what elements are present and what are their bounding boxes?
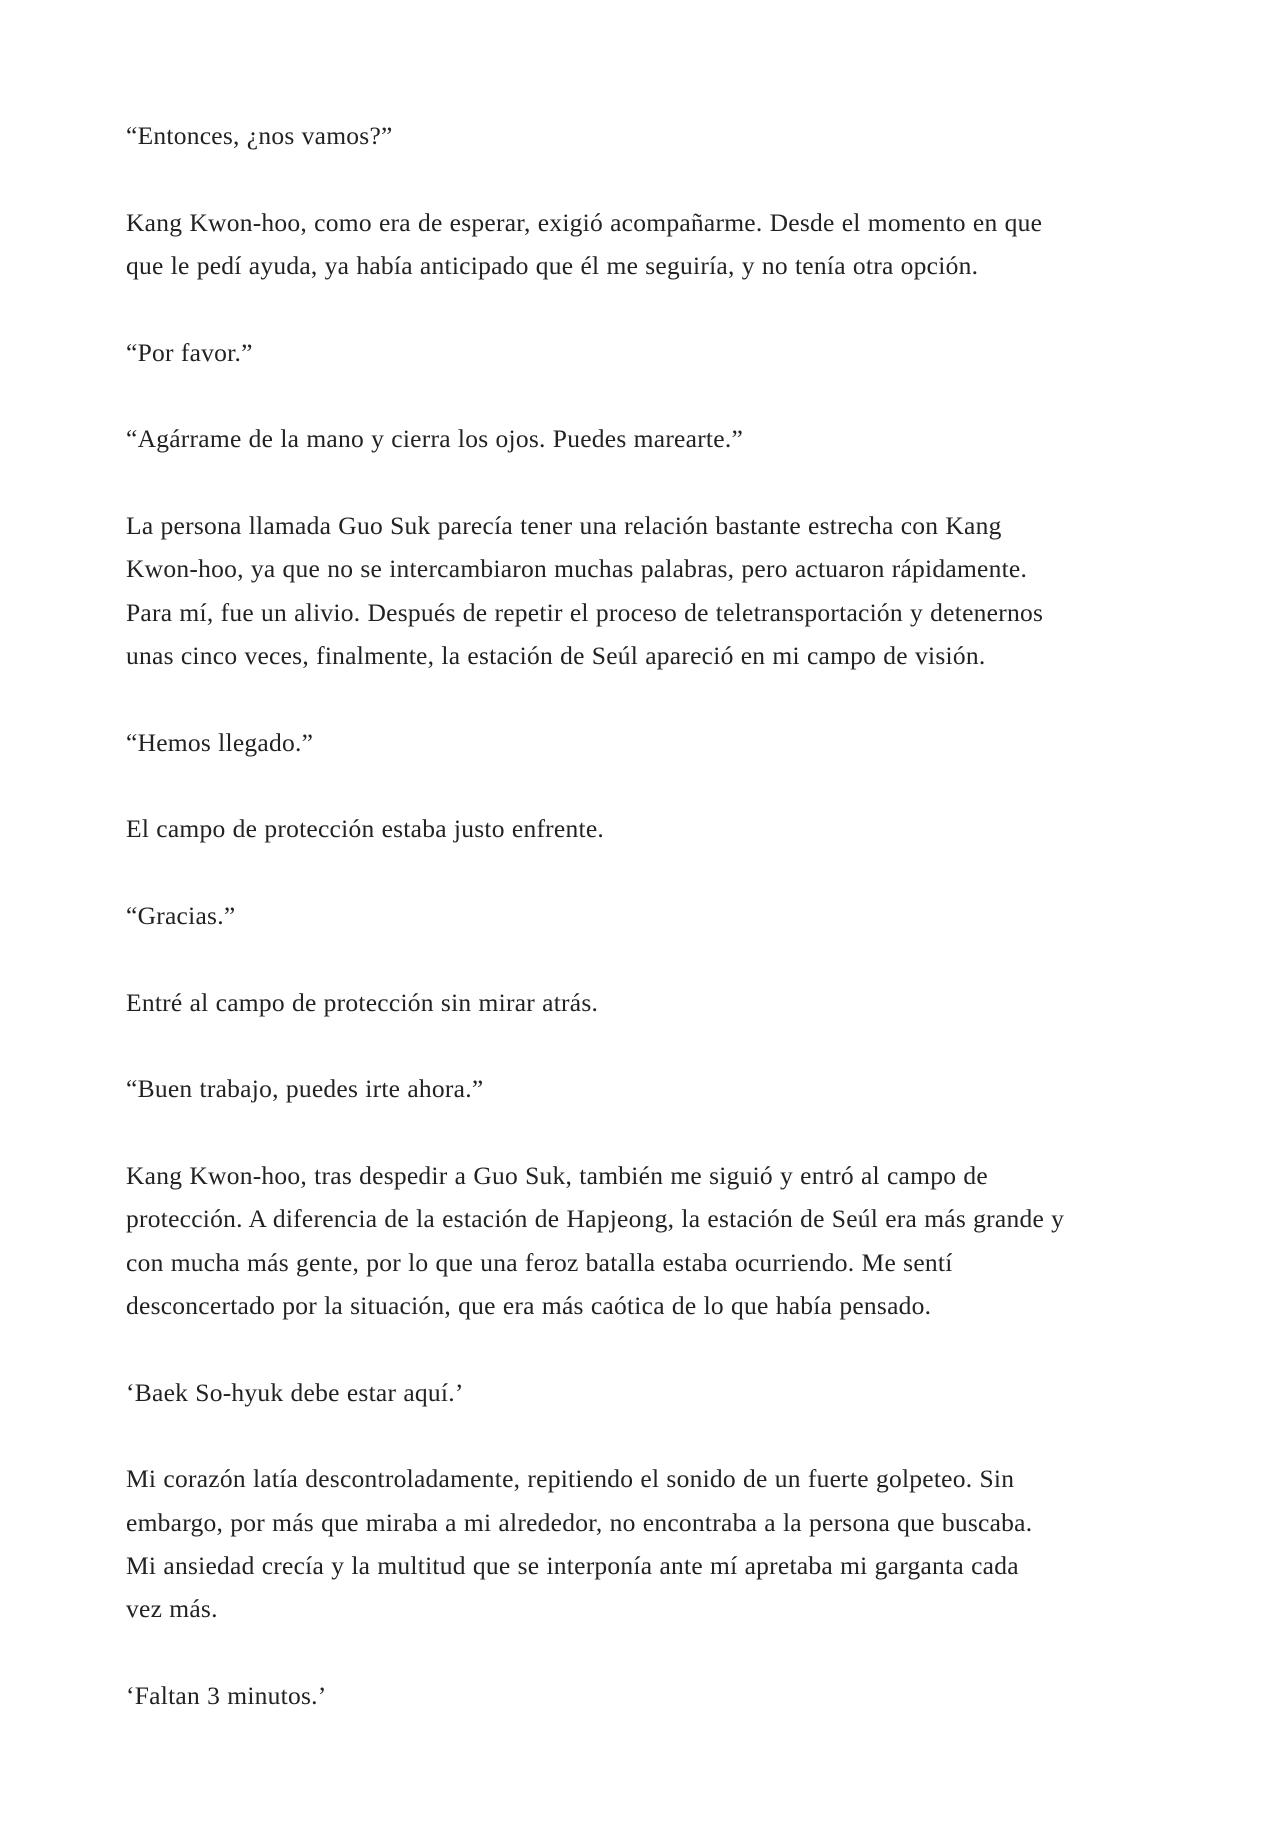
- text-line: “Buen trabajo, puedes irte ahora.”: [126, 1074, 484, 1104]
- text-line: ‘Faltan 3 minutos.’: [126, 1680, 327, 1710]
- text-line: Mi ansiedad crecía y la multitud que se interponía ante mí apretaba mi garganta cada: [126, 1550, 1019, 1580]
- dialogue-paragraph: [126, 331, 1226, 374]
- narration-paragraph: [126, 807, 1226, 850]
- text-line: ‘Baek So-hyuk debe estar aquí.’: [126, 1377, 464, 1407]
- narration-paragraph: [126, 1457, 1226, 1630]
- text-line: Kwon-hoo, ya que no se intercambiaron muchas palabras, pero actuaron rápidamente.: [126, 554, 1028, 584]
- text-line: Para mí, fue un alivio. Después de repetir el proceso de teletransportación y detenernos: [126, 597, 1044, 627]
- text-line: La persona llamada Guo Suk parecía tener una relación bastante estrecha con Kang: [126, 510, 1002, 540]
- narration-paragraph: [126, 1154, 1226, 1327]
- text-line: Mi corazón latía descontroladamente, repitiendo el sonido de un fuerte golpeteo. Sin: [126, 1464, 1015, 1494]
- text-line: “Entonces, ¿nos vamos?”: [126, 121, 393, 150]
- dialogue-paragraph: [126, 894, 1226, 937]
- narration-paragraph: [126, 981, 1226, 1024]
- thought-paragraph: [126, 1674, 1226, 1717]
- text-line: Kang Kwon-hoo, tras despedir a Guo Suk, también me siguió y entró al campo de: [126, 1160, 988, 1190]
- text-line: “Gracias.”: [126, 900, 236, 930]
- text-line: Entré al campo de protección sin mirar atrás.: [126, 987, 599, 1017]
- text-line: que le pedí ayuda, ya había anticipado que él me seguiría, y no tenía otra opción.: [126, 250, 979, 280]
- document-page: [126, 114, 1226, 1760]
- text-line: Kang Kwon-hoo, como era de esperar, exigió acompañarme. Desde el momento en que: [126, 207, 1043, 237]
- dialogue-paragraph: [126, 417, 1226, 460]
- text-line: “Hemos llegado.”: [126, 727, 314, 757]
- dialogue-paragraph: [126, 721, 1226, 764]
- text-line: desconcertado por la situación, que era más caótica de lo que había pensado.: [126, 1290, 932, 1320]
- narration-paragraph: [126, 504, 1226, 677]
- text-line: embargo, por más que miraba a mi alrededor, no encontraba a la persona que buscaba.: [126, 1507, 1033, 1537]
- text-line: unas cinco veces, finalmente, la estación de Seúl apareció en mi campo de visión.: [126, 640, 986, 670]
- text-line: El campo de protección estaba justo enfrente.: [126, 814, 605, 844]
- text-line: vez más.: [126, 1594, 218, 1624]
- narration-paragraph: [126, 201, 1226, 288]
- text-line: protección. A diferencia de la estación de Hapjeong, la estación de Seúl era más grande y: [126, 1204, 1065, 1234]
- text-line: con mucha más gente, por lo que una feroz batalla estaba ocurriendo. Me sentí: [126, 1247, 953, 1277]
- dialogue-paragraph: [126, 114, 1226, 157]
- thought-paragraph: [126, 1371, 1226, 1414]
- dialogue-paragraph: [126, 1067, 1226, 1110]
- text-line: “Agárrame de la mano y cierra los ojos. Puedes marearte.”: [126, 424, 744, 454]
- text-line: “Por favor.”: [126, 337, 253, 367]
